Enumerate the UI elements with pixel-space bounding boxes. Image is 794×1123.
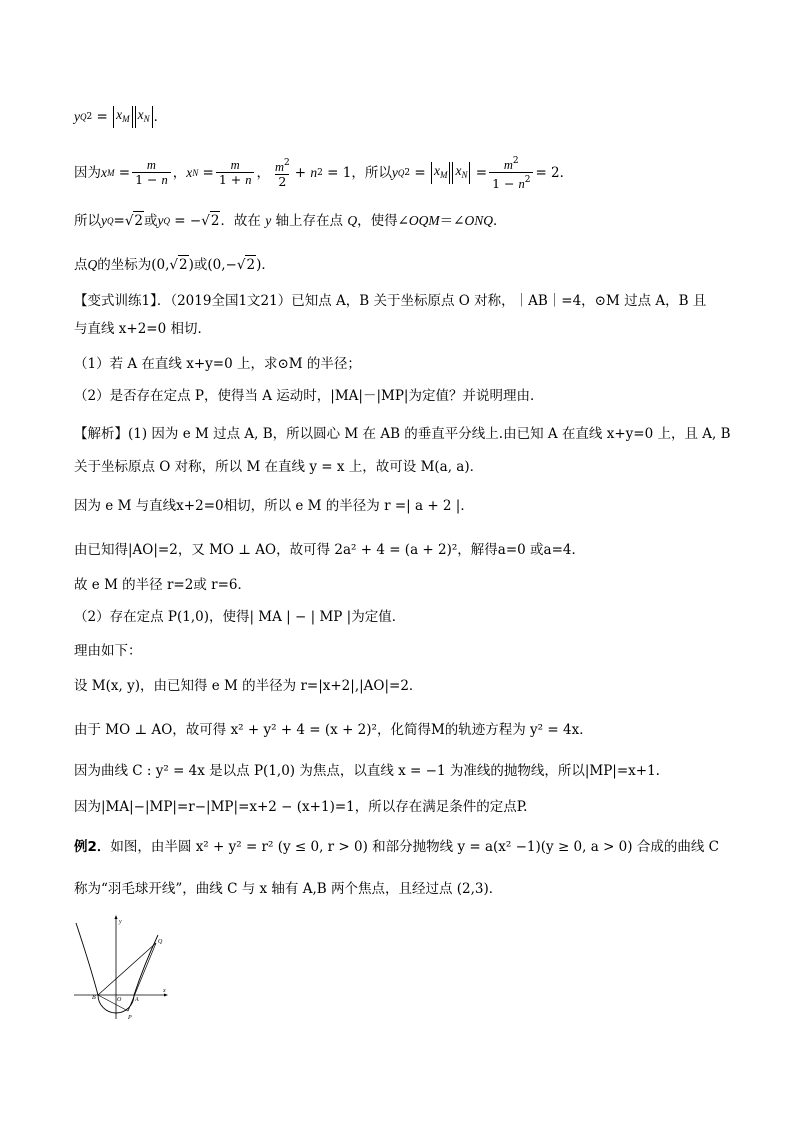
solution-line-10: 因为曲线 C : y² = 4x 是以点 P(1,0) 为焦点，以直线 x = −1 为准线的抛物线，所以|MP|=x+1. <box>74 763 660 779</box>
badminton-curve-figure <box>70 915 170 1020</box>
comma: ， <box>256 164 270 181</box>
chord-bq <box>98 943 156 995</box>
line3-text3: ．故在 <box>220 212 261 229</box>
variant-training-heading: 【变式训练1】．（2019全国1文21）已知点 A，B 关于坐标原点 O 对称，｜AB｜=4，⊙M 过点 A，B 且 <box>74 293 707 309</box>
parabola-left-branch <box>76 923 98 995</box>
solution-line-8: 设 M(x, y)，由已知得 e M 的半径为 r=|x+2|,|AO|=2． <box>74 678 423 694</box>
or-text: 或 <box>193 256 208 273</box>
fraction-m2-over-2: $\frac{m^2}{2}$ <box>274 158 290 189</box>
label-o: O <box>117 997 122 1003</box>
solution-line-9: 由于 MO ⊥ AO，故可得 x² + y² + 4 = (x + 2)²，化简得M的轨迹方程为 y² = 4x． <box>74 722 593 738</box>
y-axis-arrow <box>115 915 118 919</box>
line3-text4: 轴上存在点 <box>275 212 344 229</box>
equation-line-2: 因为 x M = $\frac{m}{1 - n}$ ， x N = $\frac{m}{1 + n}$ ， $\frac{m^2}{2}$ + n 2 = 1 ，所以 y Q 2 = $x_M$ $x_N$ = $\frac{m^2}{1 - n^2}$ = 2 ． <box>74 156 574 191</box>
line1-suffix: ． <box>153 109 168 125</box>
example-2-line-2: 称为“羽毛球开线”，曲线 C 与 x 轴有 A,B 两个焦点，且经过点 (2,3)． <box>74 881 503 897</box>
label-a: A <box>135 997 139 1003</box>
solution-line-1: 【解析】(1) 因为 e M 过点 A, B，所以圆心 M 在 AB 的垂直平分线上.由已知 A 在直线 x+y=0 上，且 A, B <box>74 426 731 442</box>
solution-line-11: 因为|MA|−|MP|=r−|MP|=x+2 − (x+1)=1，所以存在满足条件的定点P. <box>74 799 528 815</box>
solution-line-4: 由已知得|AO|=2，又 MO ⊥ AO，故可得 2a² + 4 = (a + 2)²，解得a=0 或a=4． <box>74 542 585 558</box>
question-part-2: （2）是否存在定点 P，使得当 A 运动时，|MA|－|MP|为定值？并说明理由． <box>74 388 544 404</box>
chord-pq <box>128 943 156 1011</box>
line3-text5: ，使得∠ <box>357 212 409 229</box>
label-p: P <box>128 1015 132 1020</box>
fraction-m2-over-1-minus-n2: $\frac{m^2}{1 - n^2}$ <box>489 154 533 191</box>
line2-text1: 因为 <box>74 164 101 181</box>
label-x: x <box>163 988 166 994</box>
equation-line-1: y Q 2 = $x_M$ $x_N$ ． <box>74 106 167 128</box>
line3-text1: 所以 <box>74 212 101 229</box>
label-y: y <box>119 919 122 925</box>
question-part-1: （1）若 A 在直线 x+y=0 上，求⊙M 的半径； <box>74 356 361 372</box>
example-2-text: 如图，由半圆 x² + y² = r² (y ≤ 0, r > 0) 和部分抛物线 y = a(x² −1)(y ≥ 0, a > 0) 合成的曲线 C <box>110 839 719 855</box>
label-q: Q <box>158 939 163 945</box>
line4-text2: 的坐标为 <box>97 256 152 273</box>
equation-line-3: 所以 y Q = √ 2 或 y Q = − √ 2 ．故在 y 轴上存在点 Q ，使得∠ OQM ＝∠ ONQ ． <box>74 212 507 229</box>
example-2-label: 例2． <box>74 839 111 855</box>
solution-line-7: 理由如下： <box>74 643 142 659</box>
comma: ， <box>172 164 187 181</box>
solution-line-2: 关于坐标原点 O 对称，所以 M 在直线 y = x 上，故可设 M(a, a)． <box>74 459 484 475</box>
equation-line-4: 点 Q 的坐标为 (0, √ 2 ) 或 (0,− √ 2 ) ． <box>74 256 275 273</box>
solution-line-5: 故 e M 的半径 r=2或 r=6． <box>74 577 251 593</box>
point-1-open: (0, <box>151 256 170 273</box>
period: ． <box>559 164 574 181</box>
label-b: B <box>92 995 96 1001</box>
fraction-m-over-1-minus-n: $\frac{m}{1 - n}$ <box>132 158 171 187</box>
solution-line-6: （2）存在定点 P(1,0)，使得| MA | − | MP |为定值． <box>74 609 406 625</box>
period: ． <box>261 256 275 273</box>
therefore-text: ，所以 <box>351 164 392 181</box>
or-text: 或 <box>144 212 158 229</box>
line3-text6: ＝∠ <box>439 212 465 229</box>
example-2-line-1 <box>74 838 719 856</box>
point-2-open: (0,− <box>207 256 237 273</box>
fraction-m-over-1-plus-n: $\frac{m}{1 + n}$ <box>216 158 255 187</box>
chord-bp <box>98 995 128 1011</box>
solution-line-3: 因为 e M 与直线x+2=0相切，所以 e M 的半径为 r =| a + 2 |． <box>74 498 474 514</box>
equals-two: = 2 <box>535 164 560 181</box>
line4-text1: 点 <box>74 256 88 273</box>
variant-training-line2: 与直线 x+2=0 相切． <box>74 321 211 337</box>
period: ． <box>492 212 507 229</box>
